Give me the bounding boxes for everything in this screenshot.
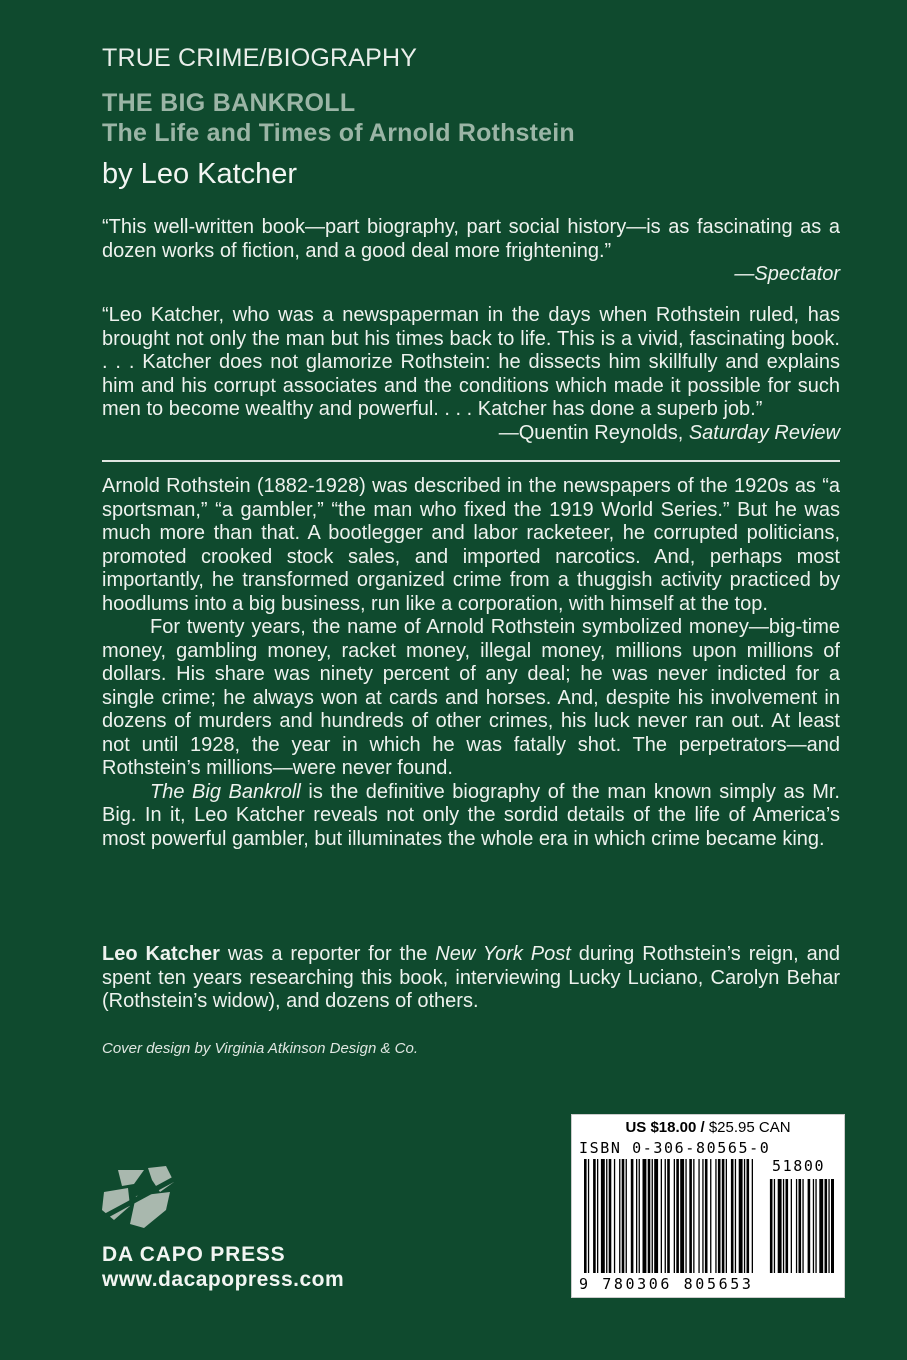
description-paragraph: Arnold Rothstein (1882-1928) was described in the newspapers of the 1920s as “a sportsman,” “a gambler,” “the man who fixed the 1919 World Series.” But he was much more than that. A bootlegger and labor racketeer, he corrupted politicians, promoted crooked stock sales, and imported narcotics. And, perhaps most importantly, he transformed organized crime from a thuggish activity practiced by hoodlums into a big business, run like a corporation, with himself at the top.	[102, 475, 840, 615]
barcode-bar	[652, 1159, 653, 1273]
barcode-bar	[693, 1159, 694, 1273]
byline: by Leo Katcher	[102, 158, 298, 190]
barcode-bar	[639, 1159, 640, 1273]
barcode-bar	[813, 1179, 814, 1273]
book-title: THE BIG BANKROLL	[102, 89, 356, 117]
barcode-bar	[705, 1159, 708, 1273]
barcode-bar	[752, 1159, 753, 1273]
barcode-bar	[774, 1179, 775, 1273]
barcode-bar	[609, 1159, 612, 1273]
barcode-bar	[614, 1159, 615, 1273]
barcode-bar	[791, 1179, 792, 1273]
barcode-bar	[667, 1159, 670, 1273]
barcode-icon	[582, 1159, 834, 1275]
description-paragraph: For twenty years, the name of Arnold Rothstein symbolized money—big-time money, gambling money, racket money, illegal money, millions upon millions of dollars. His share was ninety percent of any deal; he was never indicted for a single crime; he always won at cards and horses. And, despite his involvement in dozens of murders and hundreds of other crimes, his luck never ran out. At least not until 1928, the year in which he was fatally shot. The perpetrators—and Rothstein’s millions—were never found.	[102, 616, 840, 779]
barcode-bar	[665, 1159, 666, 1273]
review-quote	[102, 304, 840, 445]
description	[102, 475, 840, 851]
quote-source-name: —Quentin Reynolds,	[498, 421, 689, 444]
barcode-bar	[786, 1179, 789, 1273]
barcode-bar	[718, 1159, 721, 1273]
barcode-bar	[619, 1159, 620, 1273]
barcode-bar	[802, 1179, 803, 1273]
barcode-bar	[702, 1159, 703, 1273]
barcode-bar	[685, 1159, 686, 1273]
barcode-bar	[661, 1159, 662, 1273]
newspaper-name: New York Post	[435, 943, 571, 965]
price-addon-code: 51800	[772, 1157, 826, 1175]
barcode-bar	[796, 1179, 797, 1273]
barcode-bar	[606, 1159, 607, 1273]
quote-text: “Leo Katcher, who was a newspaperman in the days when Rothstein ruled, has brought not only the man but his times back to life. This is a vivid, fascinating book. . . . Katcher does not glamorize Rothstein: he dissects him skillfully and explains him and his corrupt associates and the conditions which made it possible for such men to become wealthy and powerful. . . . Katcher has done a superb job.”	[102, 304, 840, 420]
divider	[102, 460, 840, 462]
barcode-bar	[698, 1159, 699, 1273]
publisher-website[interactable]: www.dacapopress.com	[102, 1268, 345, 1291]
barcode-bar	[631, 1159, 634, 1273]
price: US $18.00 / $25.95 CAN	[625, 1119, 791, 1136]
author-name: Leo Katcher	[102, 943, 220, 965]
category-label: TRUE CRIME/BIOGRAPHY	[102, 44, 418, 72]
barcode-bar	[601, 1159, 605, 1273]
author-bio: Leo Katcher was a reporter for the New York Post during Rothstein’s reign, and spent ten years researching this book, interviewing Lucky Luciano, Carolyn Behar (Rothstein’s widow), and dozens of others.	[102, 943, 841, 1012]
barcode-bar	[799, 1179, 802, 1273]
barcode-bar	[680, 1159, 684, 1273]
book-subtitle: The Life and Times of Arnold Rothstein	[102, 119, 575, 147]
quote-source: —Spectator	[734, 263, 840, 285]
barcode-bar	[588, 1159, 589, 1273]
barcode-bar	[819, 1179, 823, 1273]
barcode-bar	[739, 1159, 743, 1273]
barcode-bar	[597, 1159, 598, 1273]
quote-source-publication: Saturday Review	[688, 421, 840, 444]
barcode-bar	[747, 1159, 750, 1273]
review-quote	[102, 216, 840, 287]
quote-source	[499, 422, 840, 446]
barcode-bar	[778, 1179, 782, 1273]
barcode-bar	[648, 1159, 651, 1273]
barcode-bar	[726, 1159, 727, 1273]
barcode-bar	[815, 1179, 816, 1273]
barcode-bar	[828, 1179, 829, 1273]
barcode-bar	[825, 1179, 828, 1273]
barcode-bar	[654, 1159, 658, 1273]
barcode-panel	[571, 1114, 845, 1298]
barcode-bar	[584, 1159, 587, 1273]
barcode-bar	[783, 1179, 784, 1273]
barcode-bar	[626, 1159, 627, 1273]
barcode-bar	[643, 1159, 647, 1273]
quote-text: “This well-written book—part biography, part social history—is as fascinating as a dozen works of fiction, and a good deal more frightening.”	[102, 216, 840, 262]
da-capo-logo-icon	[100, 1162, 178, 1234]
barcode-bar	[722, 1159, 725, 1273]
barcode-bar	[676, 1159, 679, 1273]
barcode-bar	[770, 1179, 773, 1273]
barcode-bar	[744, 1159, 745, 1273]
cover-credit: Cover design by Virginia Atkinson Design & Co.	[102, 1040, 418, 1057]
barcode-bar	[731, 1159, 734, 1273]
book-title-reference: The Big Bankroll	[150, 780, 301, 803]
barcode-bar	[735, 1159, 736, 1273]
barcode-bar	[710, 1159, 711, 1273]
publisher-name: DA CAPO PRESS	[102, 1243, 286, 1266]
barcode-bar	[593, 1159, 596, 1273]
barcode-bar	[808, 1179, 811, 1273]
description-paragraph: The Big Bankroll is the definitive biography of the man known simply as Mr. Big. In it, Leo Katcher reveals not only the sordid details of the life of America’s most powerful gambler, but illuminates the whole era in which crime became king.	[102, 780, 840, 850]
isbn: ISBN 0-306-80565-0	[579, 1139, 771, 1157]
barcode-bar	[622, 1159, 625, 1273]
barcode-bar	[636, 1159, 637, 1273]
barcode-bar	[715, 1159, 716, 1273]
ean-number: 9 780306 805653	[579, 1275, 754, 1293]
barcode-bar	[831, 1179, 834, 1273]
barcode-bar	[674, 1159, 675, 1273]
barcode-bar	[689, 1159, 692, 1273]
